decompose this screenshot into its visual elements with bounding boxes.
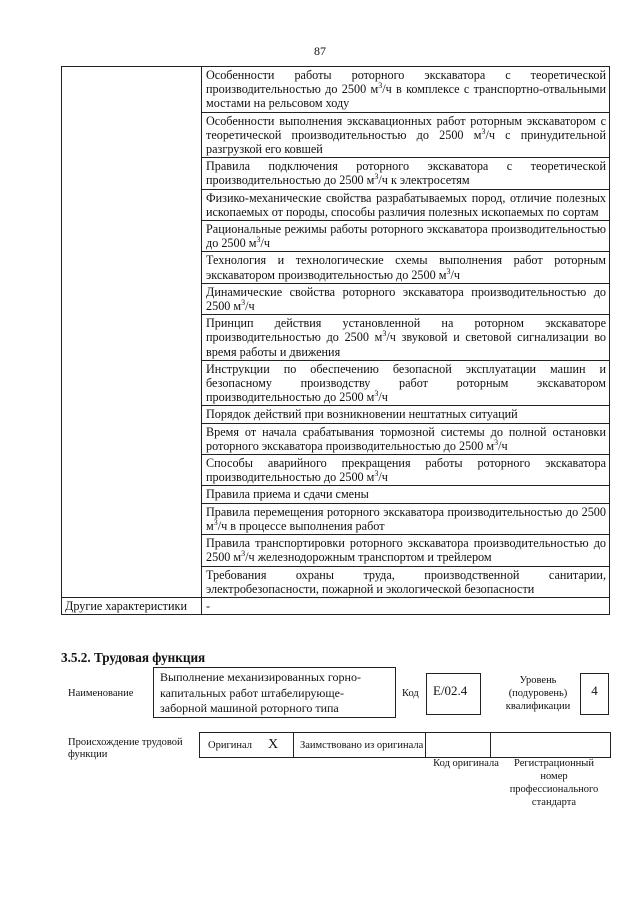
- knowledge-item: Физико-механические свойства разрабатываемых пород, отличие полезных ископаемых от породы, способы различия полезных ископаемых по сортам: [202, 189, 610, 220]
- qualification-level-label: Уровень (подуровень) квалификации: [505, 675, 571, 712]
- origin-reg-caption: Регистрационный номер профессионального стандарта: [509, 758, 599, 808]
- origin-original-mark: X: [268, 737, 279, 752]
- knowledge-item: Динамические свойства роторного экскаватора производительностью до 2500 $м^3/ч$: [202, 283, 610, 314]
- qualification-level-value: 4: [580, 673, 609, 715]
- origin-table: [199, 732, 611, 758]
- knowledge-item: Особенности выполнения экскавационных работ роторным экскаватором с теоретической производительностью до 2500 $м^3/ч$ с принудительной разгрузкой его ковшей: [202, 112, 610, 158]
- knowledge-item: Особенности работы роторного экскаватора с теоретической производительностью до 2500 $м^3/ч$ в комплексе с транспортно-отвальными мостами на рельсовом ходу: [202, 67, 610, 113]
- origin-code-cell: [426, 733, 491, 758]
- knowledge-item: Порядок действий при возникновении нештатных ситуаций: [202, 406, 610, 423]
- function-name-value: Выполнение механизированных горно-капитальных работ штабелирующе-заборной машиной роторного типа: [153, 667, 396, 718]
- knowledge-table: [61, 66, 610, 615]
- knowledge-item: Правила транспортировки роторного экскаватора производительностью до 2500 $м^3/ч$ железнодорожным транспортом и трейлером: [202, 535, 610, 566]
- other-characteristics-value: -: [202, 597, 610, 614]
- origin-label: Происхождение трудовой функции: [68, 737, 183, 760]
- origin-reg-number-cell: [491, 733, 611, 758]
- knowledge-item: Время от начала срабатывания тормозной системы до полной остановки роторного экскаватора производительностью до 2500 $м^3/ч$: [202, 423, 610, 454]
- function-code-value: E/02.4: [426, 673, 481, 715]
- knowledge-item: Рациональные режимы работы роторного экскаватора производительностью до 2500 $м^3/ч$: [202, 221, 610, 252]
- section-heading: 3.5.2. Трудовая функция: [61, 650, 206, 665]
- knowledge-item: Принцип действия установленной на роторном экскаваторе производительностью до 2500 $м^3/ч$ звуковой и световой сигнализации во время работы и движения: [202, 315, 610, 361]
- origin-code-caption: Код оригинала: [433, 758, 499, 769]
- other-characteristics-label: Другие характеристики: [62, 597, 202, 614]
- knowledge-item: Технология и технологические схемы выполнения работ роторным экскаватором производительностью до 2500 $м^3/ч$: [202, 252, 610, 283]
- knowledge-row: [62, 67, 610, 113]
- knowledge-item: Правила подключения роторного экскаватора с теоретической производительностью до 2500 $м^3/ч$ к электросетям: [202, 158, 610, 189]
- knowledge-item: Способы аварийного прекращения работы роторного экскаватора производительностью до 2500 $м^3/ч$: [202, 455, 610, 486]
- knowledge-label-cell: [62, 67, 202, 598]
- knowledge-item: Требования охраны труда, производственной санитарии, электробезопасности, пожарной и экологической безопасности: [202, 566, 610, 597]
- function-name-label: Наименование: [68, 688, 134, 699]
- knowledge-item: Правила перемещения роторного экскаватора производительностью до 2500 $м^3/ч$ в процессе выполнения работ: [202, 503, 610, 534]
- knowledge-item: Правила приема и сдачи смены: [202, 486, 610, 503]
- origin-original-cell: [200, 733, 294, 758]
- knowledge-item: Инструкции по обеспечению безопасной эксплуатации машин и безопасному производству работ роторным экскаватором производительностью до 2500 $м^3/ч$: [202, 360, 610, 406]
- function-code-label: Код: [402, 688, 419, 699]
- other-characteristics-row: [62, 597, 610, 614]
- origin-original-label: Оригинал: [208, 740, 252, 751]
- page-number: 87: [314, 44, 326, 58]
- origin-borrowed-cell: Заимствовано из оригинала: [294, 733, 426, 758]
